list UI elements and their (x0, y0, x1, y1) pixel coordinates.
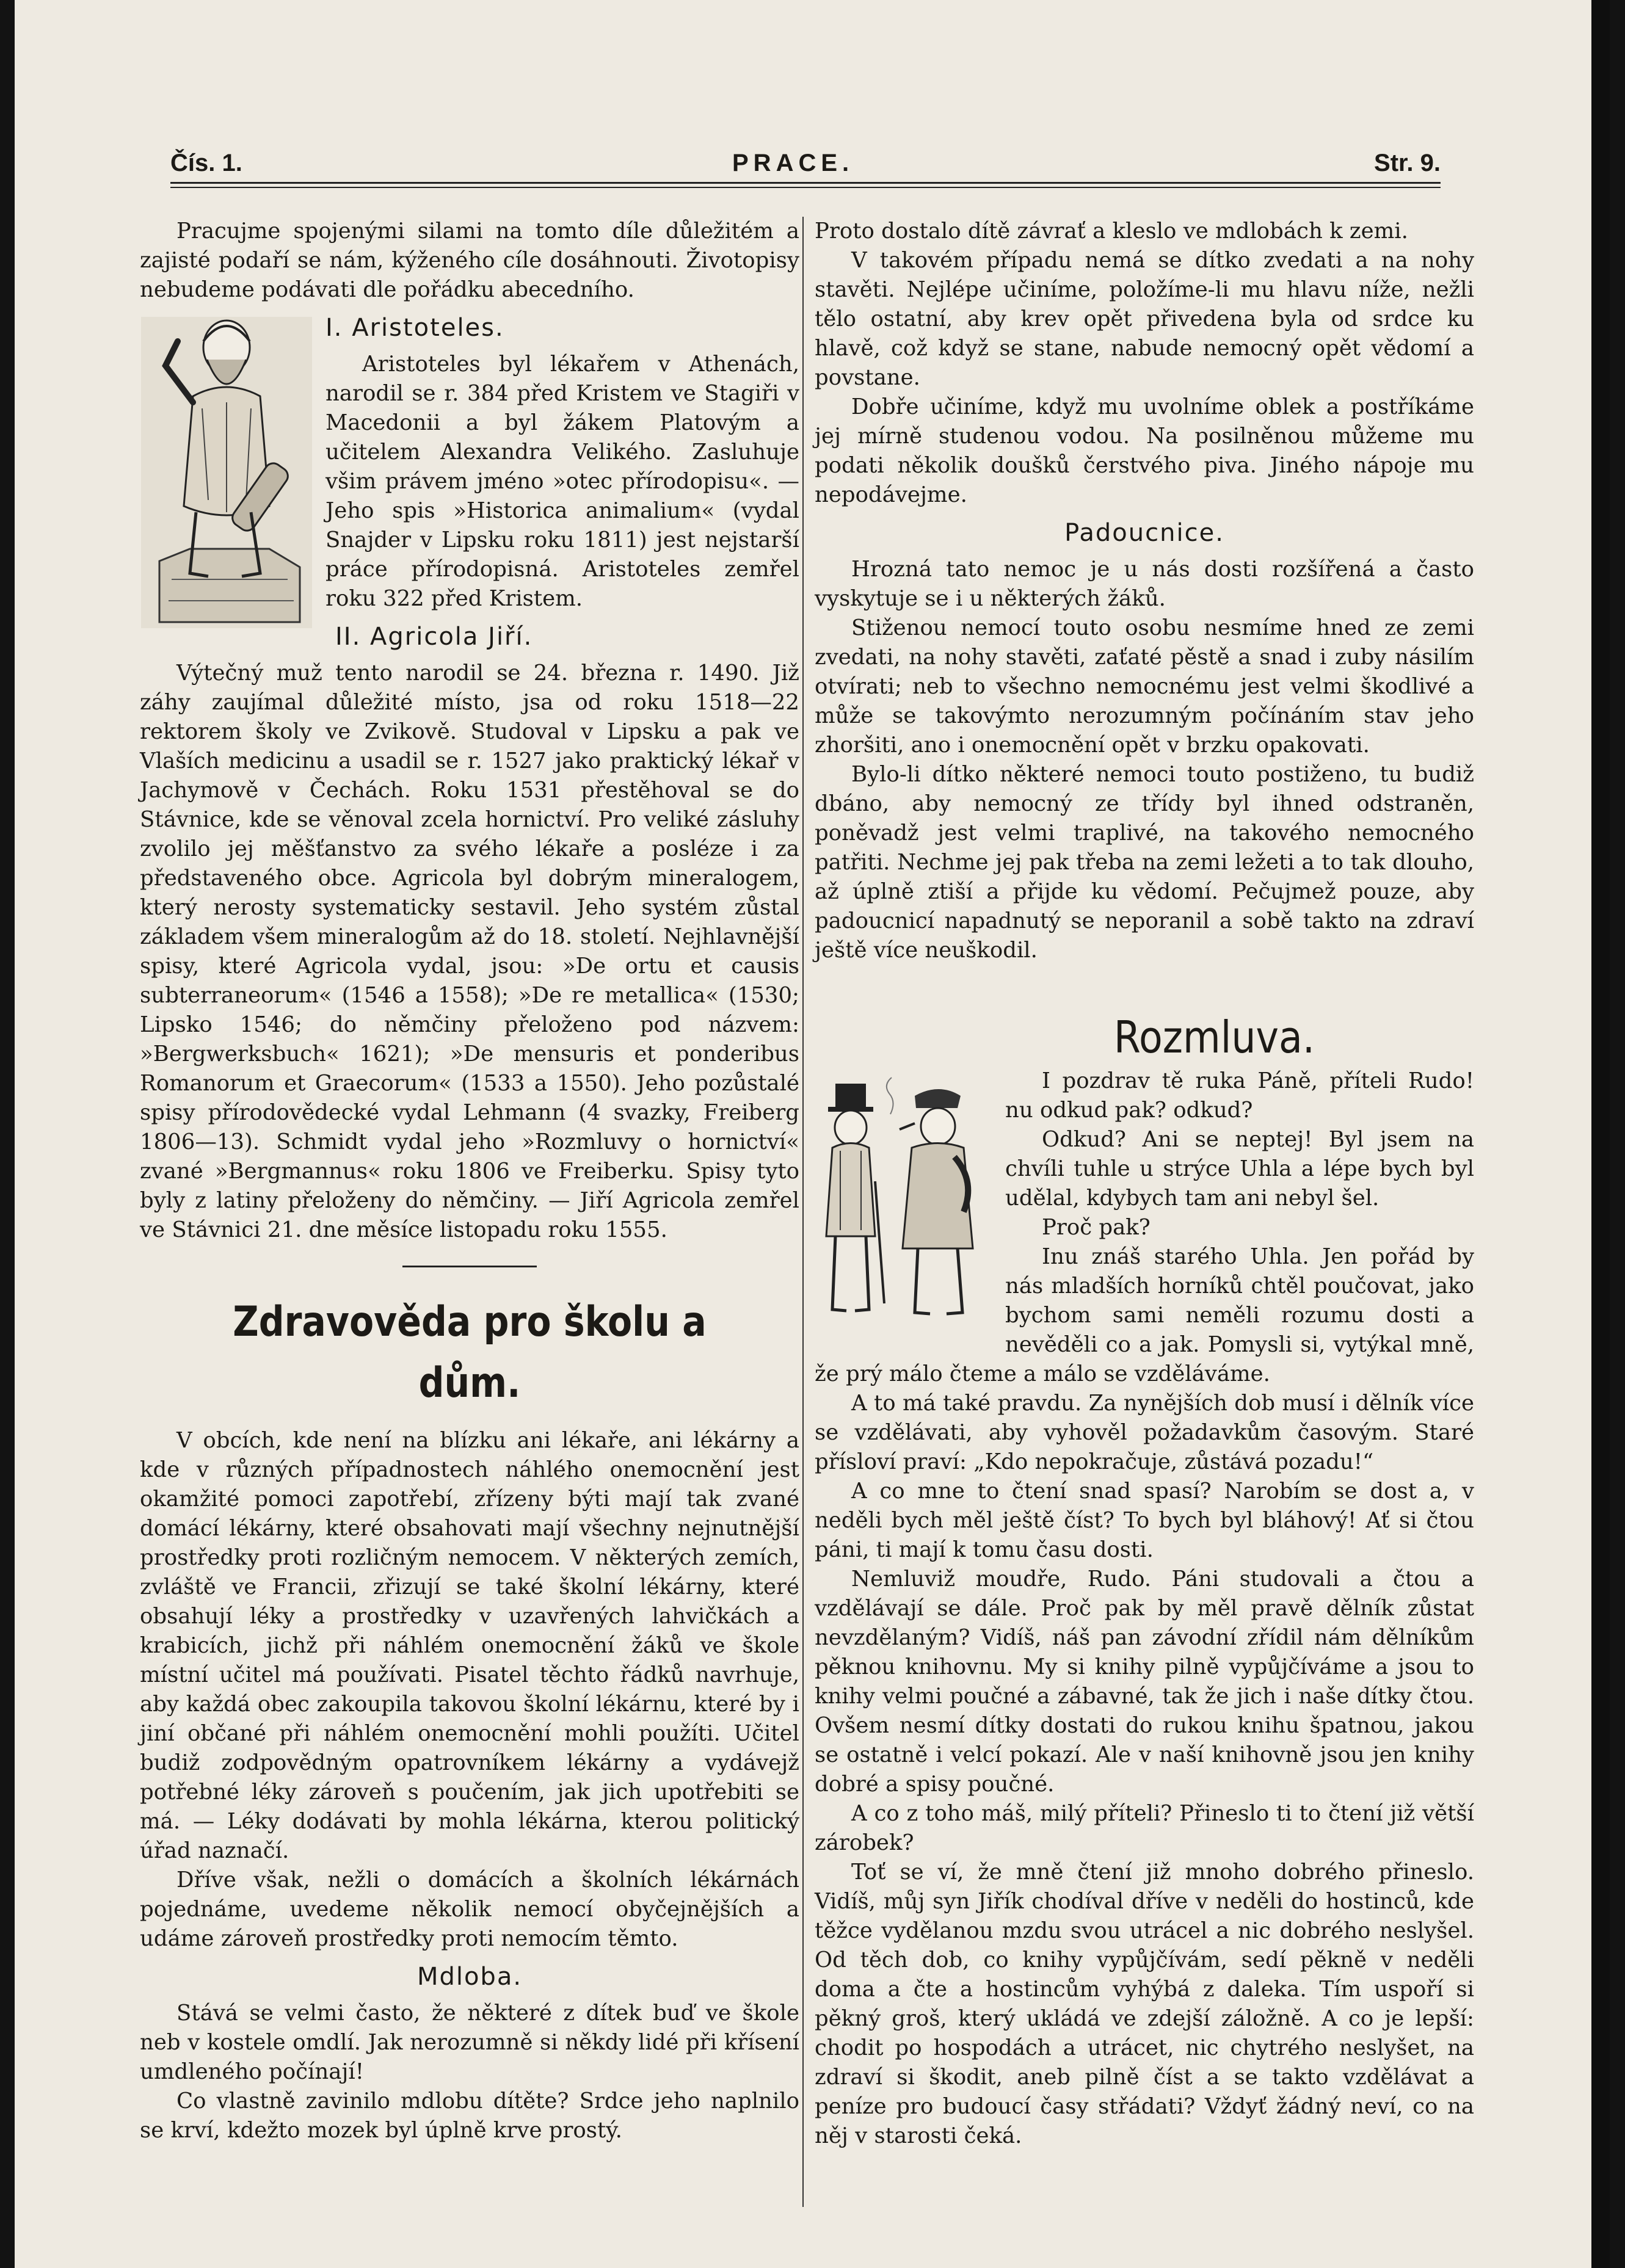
section-heading-aristoteles: I. Aristoteles. (325, 314, 504, 342)
padoucnice-paragraph-1: Hrozná tato nemoc je u nás dosti rozšířená a často vyskytuje se i u některých žáků. (815, 557, 1474, 611)
rozmluva-line-9: Toť se ví, že mně čtení již mnoho dobrého přineslo. Vidíš, můj syn Jiřík chodíval dříve v neděli do hostinců, kde těžce vydělanou mzdu svou utrácel a nic dobrého neslyšel. Od těch dob, co knihy vypůjčívám, sedí pěkně v neděli doma a čte a hostincům vyhýbá z daleka. Tím uspoří si pěkný groš, který ukládá ve zdejší záložně. A co je lepší: chodit po hospodách a utrácet, nic chytrého neslyšet, na zdraví si škodit, aneb pilně číst a se takto vzdělávat a peníze pro budoucí časy střádati? Vždyť žádný neví, co na něj v starosti čeká. (815, 1860, 1474, 2148)
mdloba-paragraph-1: Stává se velmi často, že některé z dítek buď ve škole neb v kostele omdlí. Jak nerozumně si někdy lidé při křísení umdleného počínají! (140, 2001, 799, 2084)
page-header (170, 150, 1441, 186)
rozmluva-line-4: Inu znáš starého Uhla. Jen pořád by nás mladších horníků chtěl poučovat, jako bychom sami neměli rozumu dosti a nevěděli co a jak. Pomysli si, vytýkal mně, že prý málo čteme a málo se vzděláváme. (815, 1244, 1474, 1386)
scan-edge (1591, 0, 1610, 2268)
mdloba-paragraph-3: V takovém případu nemá se dítko zvedati a na nohy stavěti. Nejlépe učiníme, položíme-li mu hlavu níže, nežli tělo ostatní, aby krev opět přivedena byla od srdce ku hlavě, což když se stane, nabude nemocný opět vědomí a povstane. (815, 248, 1474, 390)
section-separator (402, 1266, 537, 1267)
aristoteles-illustration (135, 305, 318, 642)
mdloba-paragraph-4: Dobře učiníme, když mu uvolníme oblek a postříkáme jej mírně studenou vodou. Na posilněnou můžeme mu podati několik doušků čerstvého piva. Jiného nápoje mu nepodávejme. (815, 394, 1474, 507)
header-rule (170, 182, 1441, 184)
article-title-zdravoveda: Zdravověda pro školu a dům. (233, 1298, 707, 1407)
rozmluva-line-2: Odkud? Ani se neptej! Byl jsem na chvíli tuhle u strýce Uhla a lépe bych byl udělal, kdybych tam ani nebyl šel. (1005, 1127, 1474, 1211)
section-heading-mdloba: Mdloba. (416, 1963, 523, 1991)
zdravoveda-paragraph-1: V obcích, kde není na blízku ani lékaře, ani lékárny a kde v různých případnostech náhlého onemocnění jest okamžité pomoci zapotřebí, zřízeny býti mají tak zvané domácí lékárny, které obsahovati mají všechny nejnutnější prostředky proti rozličným nemocem. V některých zemích, zvláště ve Francii, zřizují se také školní lékárny, které obsahují léky a prostředky v uzavřených lahvičkách a krabicích, jichž při náhlém onemocnění žáků ve škole místní učitel má používati. Pisatel těchto řádků navrhuje, aby každá obec zakoupila takovou školní lékárnu, které by i jiní občané při náhlém onemocnění mohli použíti. Učitel budiž zodpovědným opatrovníkem lékárny a vydávejž potřebné léky zároveň s poučením, jak jich upotřebiti se má. — Léky dodávati by mohla lékárna, kterou politický úřad naznačí. (140, 1428, 799, 1863)
right-column (815, 217, 1474, 2151)
padoucnice-paragraph-3: Bylo-li dítko některé nemoci touto postiženo, tu budiž dbáno, aby nemocný ze třídy byl ihned odstraněn, poněvadž jest velmi traplivé, na takového nemocného patřiti. Nechme jej pak třeba na zemi ležeti a to tak dlouho, až úplně ztiší a přijde ku vědomí. Pečujmež pouze, aby padoucnicí napadnutý se neporanil a sobě takto na zdraví ještě více neuškodil. (815, 762, 1474, 963)
header-rule-thin (170, 187, 1441, 188)
section-heading-agricola: II. Agricola Jiří. (335, 623, 533, 651)
article-title-rozmluva: Rozmluva. (1113, 1012, 1315, 1063)
publication-title: PRACE. (732, 150, 854, 176)
issue-number: Čís. 1. (170, 150, 242, 176)
rozmluva-illustration (811, 1071, 994, 1336)
newspaper-page (15, 0, 1610, 2268)
page-number: Str. 9. (1374, 150, 1441, 176)
rozmluva-line-7: Nemluviž moudře, Rudo. Páni studovali a čtou a vzdělávají se dále. Proč pak by měl pravě dělník zůstat nevzdělaným? Vidíš, náš pan závodní zřídil nám dělníkům pěknou knihovnu. My si knihy pilně vypůjčíváme a jsou to knihy velmi poučné a zábavné, tak že jich i naše dítky čtou. Ovšem nesmí dítky dostati do rukou knihu špatnou, jakou se ostatně i velcí pokazí. Ale v naší knihovně jsou jen knihy dobré a spisy poučné. (815, 1567, 1474, 1797)
column-divider (802, 217, 804, 2207)
rozmluva-line-1: I pozdrav tě ruka Páně, příteli Rudo! nu odkud pak? odkud? (1005, 1068, 1474, 1123)
left-column (140, 217, 799, 2145)
zdravoveda-paragraph-2: Dříve však, nežli o domácích a školních lékárnách pojednáme, uvedeme několik nemocí obyčejnějších a udáme zároveň prostředky proti nemocím těmto. (140, 1868, 799, 1951)
section-heading-padoucnice: Padoucnice. (1064, 519, 1224, 547)
rozmluva-line-6: A co mne to čtení snad spasí? Narobím se dost a, v neděli bych měl ještě číst? To bych byl bláhový! Ať si čtou páni, ti mají k tomu času dosti. (815, 1479, 1474, 1562)
mdloba-continuation: Proto dostalo dítě závrať a kleslo ve mdlobách k zemi. (815, 219, 1408, 244)
aristoteles-paragraph: Aristoteles byl lékařem v Athenách, narodil se r. 384 před Kristem ve Stagiři v Macedonii a byl žákem Platovým a učitelem Alexandra Velikého. Zasluhuje všim právem jméno »otec přírodopisu«. — Jeho spis »Historica animalium« (vydal Snajder v Lipsku roku 1811) jest nejstarší práce přírodopisná. Aristoteles zemřel roku 322 před Kristem. (325, 352, 799, 611)
rozmluva-line-3: Proč pak? (1042, 1215, 1151, 1240)
agricola-paragraph: Výtečný muž tento narodil se 24. března r. 1490. Již záhy zaujímal důležité místo, jsa od roku 1518—22 rektorem školy ve Zvikově. Studoval v Lipsku a pak ve Vlaších medicinu a usadil se r. 1527 jako praktický lékař v Jachymově v Čechách. Roku 1531 přestěhoval se do Stávnice, kde se věnoval zcela hornictví. Pro veliké zásluhy zvolilo jej měšťanstvo za svého lékaře a posléze i za představeného obce. Agricola byl dobrým mineralogem, který nerosty systematicky sestavil. Jeho systém zůstal základem všem mineralogům až do 18. století. Nejhlavnější spisy, které Agricola vydal, jsou: »De ortu et causis subterraneorum« (1546 a 1558); »De re metallica« (1530; Lipsko 1546; do němčiny přeloženo pod názvem: »Bergwerksbuch« 1621); »De mensuris et ponderibus Romanorum et Graecorum« (1533 a 1550). Jeho pozůstalé spisy přírodovědecké vydal Lehmann (4 svazky, Freiberg 1806—13). Schmidt vydal jeho »Rozmluvy o hornictví« zvané »Bergmannus« roku 1806 ve Freiberku. Spisy tyto byly z latiny přeloženy do němčiny. — Jiří Agricola zemřel ve Stávnici 21. dne měsíce listopadu roku 1555. (140, 661, 799, 1242)
rozmluva-line-8: A co z toho máš, milý příteli? Přineslo ti to čtení již větší zárobek? (815, 1801, 1474, 1855)
rozmluva-line-5: A to má také pravdu. Za nynějších dob musí i dělník více se vzdělávati, aby vyhověl požadavkům časovým. Staré přísloví praví: „Kdo nepokračuje, zůstává pozadu!“ (815, 1391, 1474, 1474)
padoucnice-paragraph-2: Stiženou nemocí touto osobu nesmíme hned ze zemi zvedati, na nohy stavěti, zaťaté pěstě a snad i zuby násilím otvírati; neb to všechno nemocnému jest velmi škodlivé a může se takovýmto nerozumným počínáním stav jeho zhoršiti, ano i onemocnění opět v brzku opakovati. (815, 615, 1474, 758)
intro-paragraph: Pracujme spojenými silami na tomto díle důležitém a zajisté podaří se nám, kýženého cíle dosáhnouti. Životopisy nebudeme podávati dle pořádku abecedního. (140, 219, 799, 302)
mdloba-paragraph-2: Co vlastně zavinilo mdlobu dítěte? Srdce jeho naplnilo se krví, kdežto mozek byl úplně krve prostý. (140, 2089, 799, 2143)
